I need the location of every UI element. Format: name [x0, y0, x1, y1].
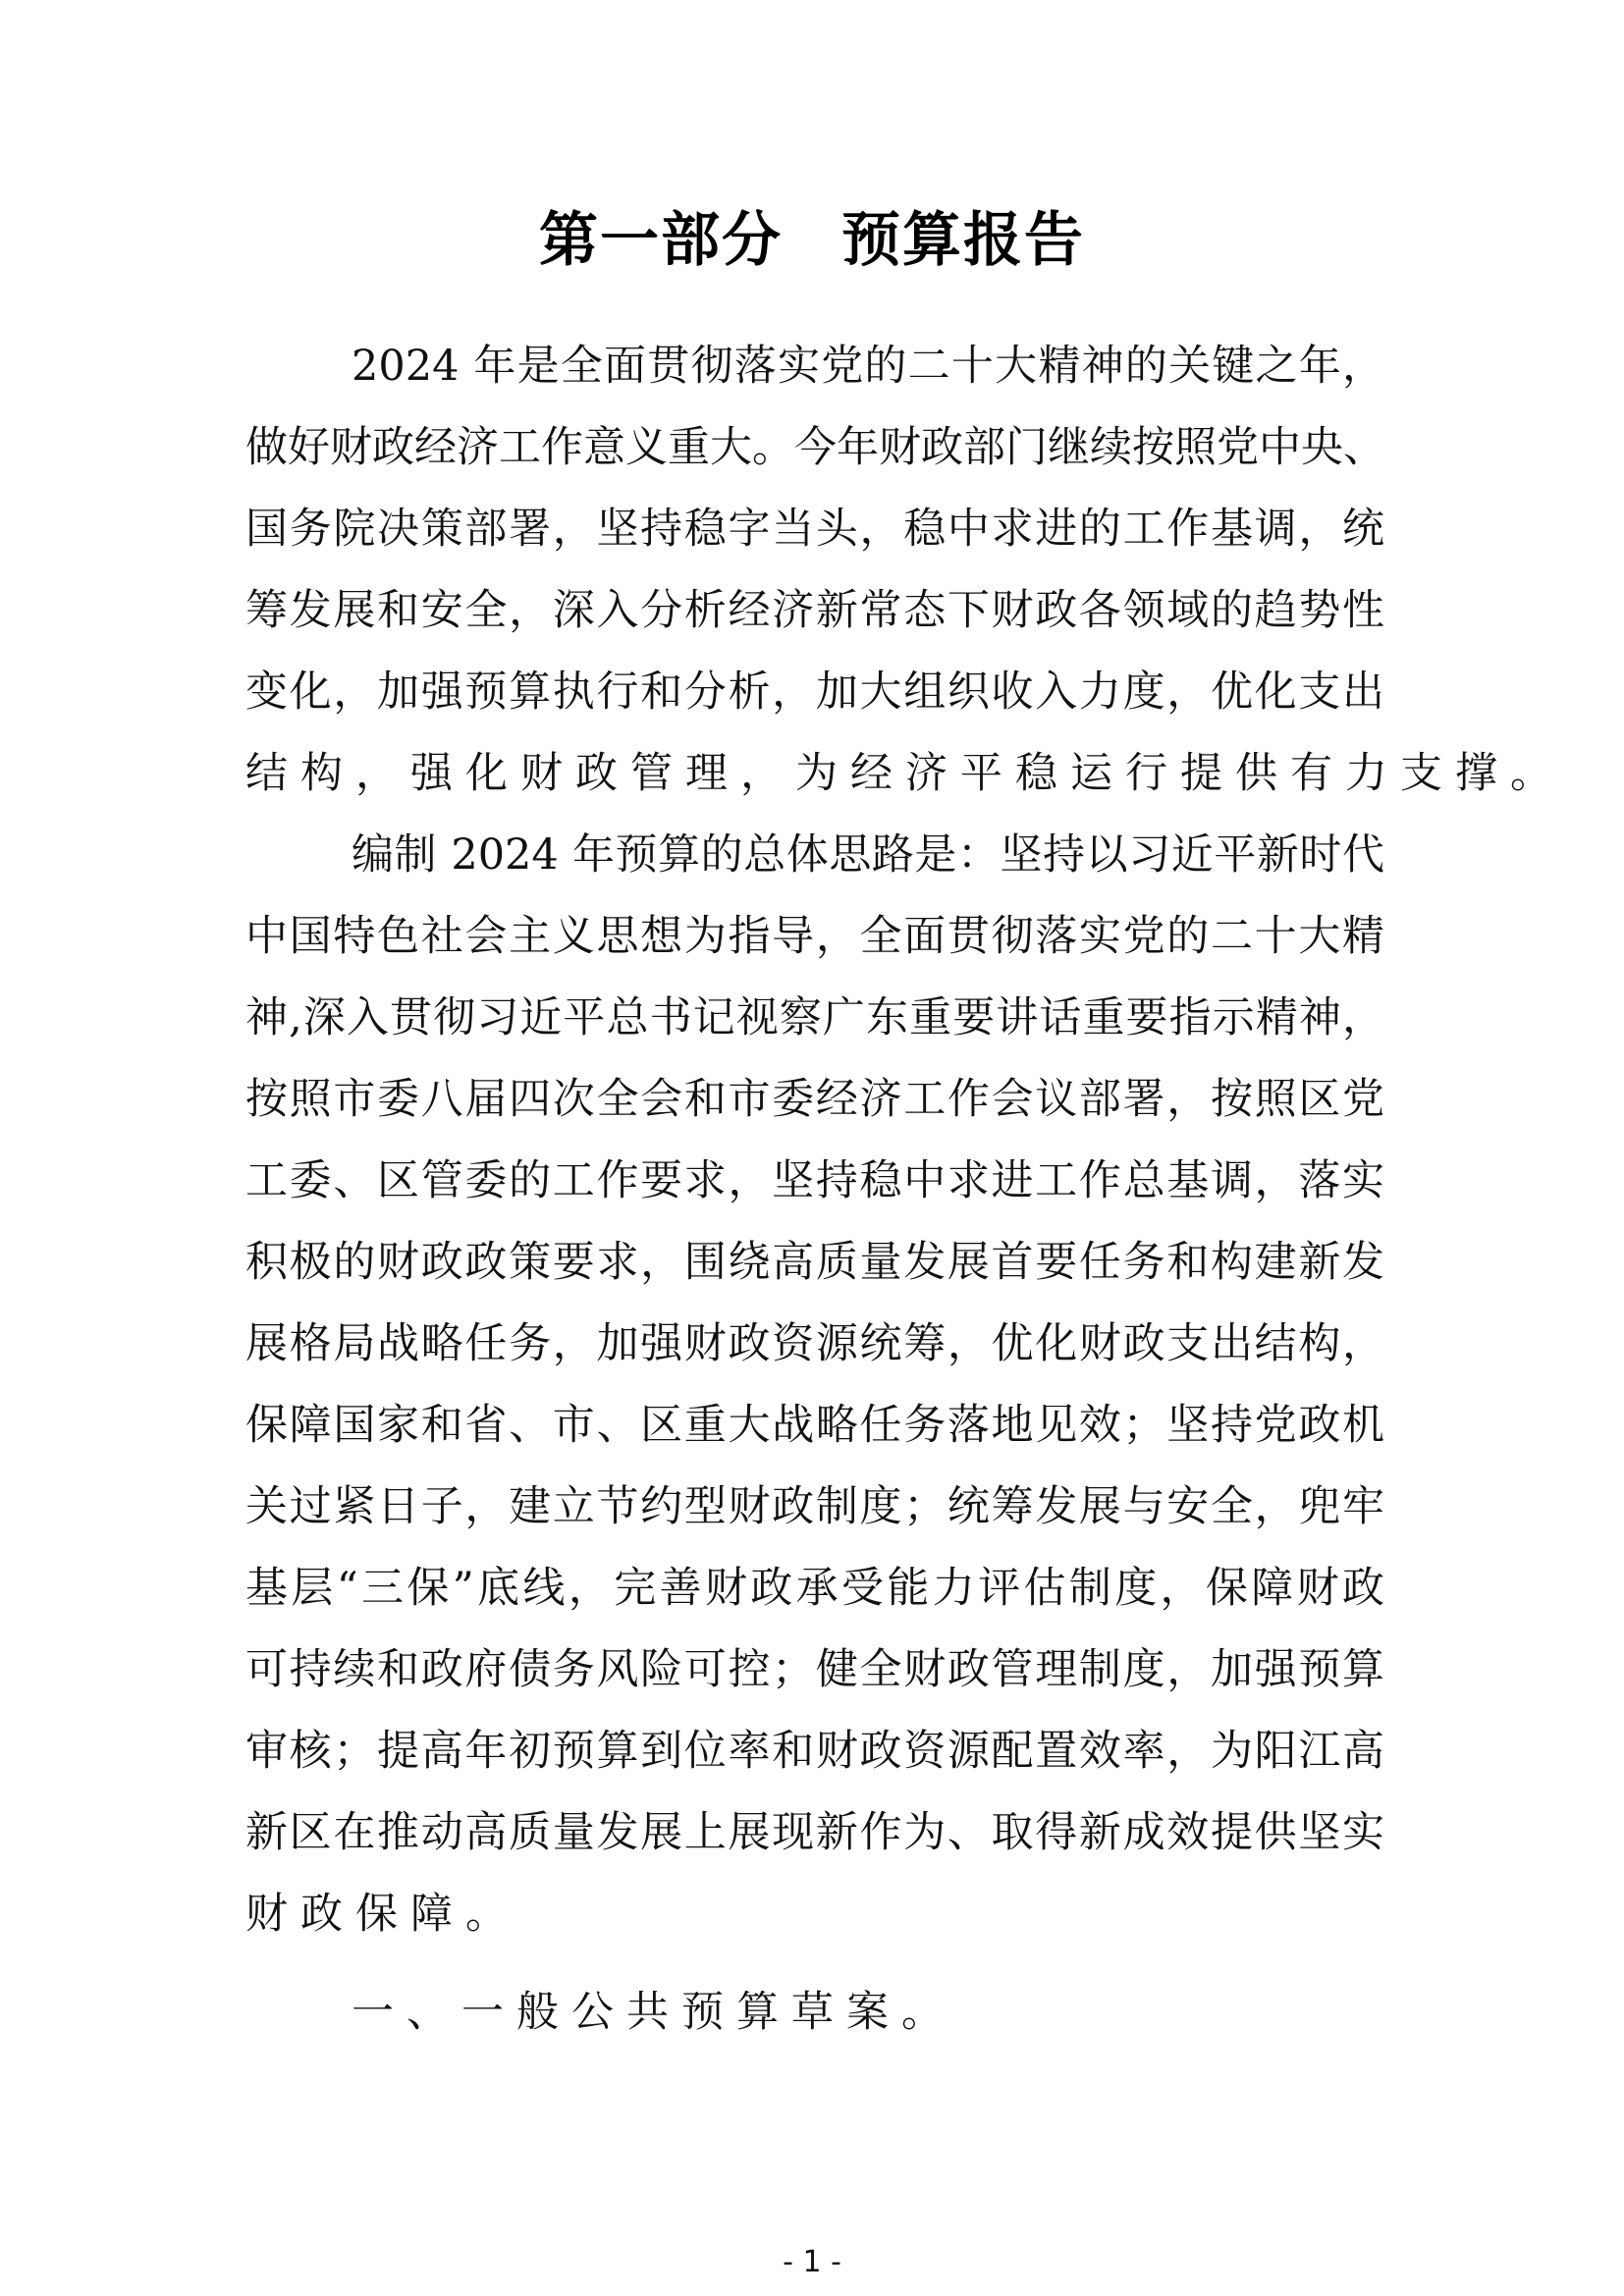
text-line: 编制 2024 年预算的总体思路是：坚持以习近平新时代	[352, 830, 1384, 880]
text-line: 中国特色社会主义思想为指导，全面贯彻落实党的二十大精	[245, 912, 1384, 961]
page-number: - 1 -	[783, 2245, 841, 2279]
text-line: 可持续和政府债务风险可控；健全财政管理制度，加强预算	[245, 1645, 1384, 1694]
text-line: 按照市委八届四次全会和市委经济工作会议部署，按照区党	[245, 1075, 1384, 1124]
text-line: 2024 年是全面贯彻落实党的二十大精神的关键之年，	[352, 342, 1384, 391]
page-title	[0, 201, 1624, 280]
text-line: 展格局战略任务，加强财政资源统筹，优化财政支出结构，	[245, 1319, 1384, 1368]
text-line: 基层“三保”底线，完善财政承受能力评估制度，保障财政	[245, 1564, 1384, 1613]
text-line: 关过紧日子，建立节约型财政制度；统筹发展与安全，兜牢	[245, 1482, 1384, 1531]
text-line: 神,深入贯彻习近平总书记视察广东重要讲话重要指示精神，	[245, 993, 1384, 1042]
text-line: 积极的财政政策要求，围绕高质量发展首要任务和构建新发	[245, 1238, 1384, 1287]
text-line: 工委、区管委的工作要求，坚持稳中求进工作总基调，落实	[245, 1156, 1384, 1205]
text-line: 新区在推动高质量发展上展现新作为、取得新成效提供坚实	[245, 1808, 1384, 1857]
text-line: 国务院决策部署，坚持稳字当头，稳中求进的工作基调，统	[245, 505, 1384, 554]
text-line: 审核；提高年初预算到位率和财政资源配置效率，为阳江高	[245, 1727, 1384, 1776]
text-line: 做好财政经济工作意义重大。今年财政部门继续按照党中央、	[245, 423, 1385, 472]
text-line: 保障国家和省、市、区重大战略任务落地见效；坚持党政机	[245, 1401, 1384, 1450]
text-line: 筹发展和安全，深入分析经济新常态下财政各领域的趋势性	[245, 586, 1384, 635]
title-part: 第一部分	[539, 206, 783, 275]
text-line: 财政保障。	[245, 1890, 520, 1939]
text-line: 一、一般公共预算草案。	[352, 1988, 956, 2037]
text-line: 结构，强化财政管理，为经济平稳运行提供有力支撑。	[245, 749, 1565, 798]
text-line: 变化，加强预算执行和分析，加大组织收入力度，优化支出	[245, 667, 1384, 717]
title-main: 预算报告	[841, 206, 1085, 275]
